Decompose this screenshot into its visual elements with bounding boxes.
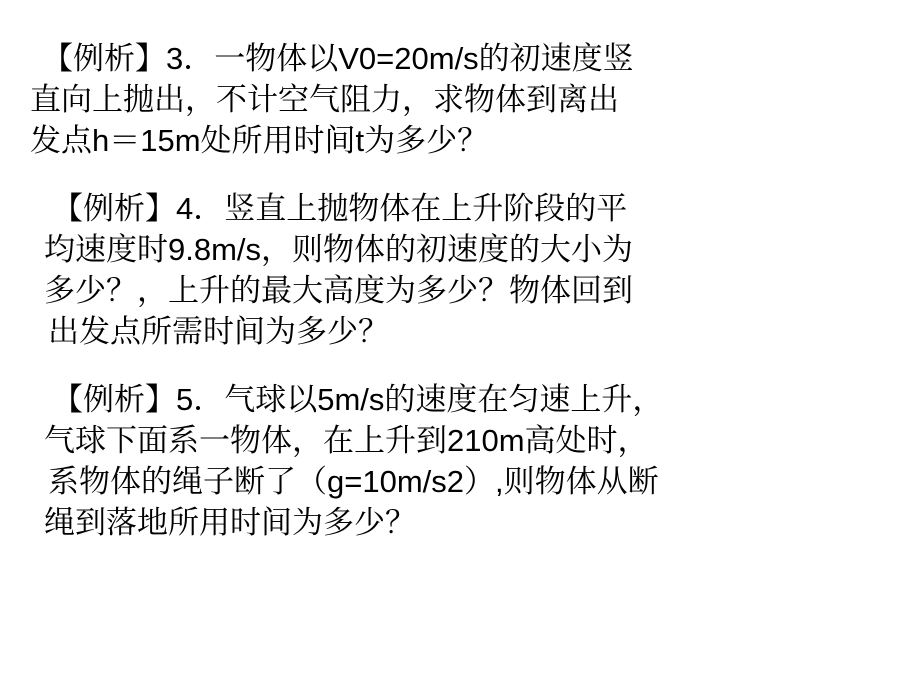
problem-5-line-1: 【例析】5．气球以5m/s的速度在匀速上升， (52, 381, 664, 417)
problem-5-line-4: 绳到落地所用时间为多少？ (44, 505, 416, 541)
problem-5-line-2: 气球下面系一物体，在上升到210m高处时， (44, 422, 649, 458)
problem-4-line-2: 均速度时9.8m/s，则物体的初速度的大小为 (44, 231, 634, 267)
problem-5-line-3: 系物体的绳子断了（g=10m/s2）,则物体从断 (48, 463, 659, 499)
problem-4-line-3: 多少？，上升的最大高度为多少？物体回到 (44, 273, 633, 309)
problem-block-4 (44, 188, 870, 353)
problem-block-3 (30, 38, 870, 162)
problem-3-line-1: 【例析】3．一物体以V0=20m/s的初速度竖 (42, 41, 634, 76)
problem-3-line-3: 发点h＝15m处所用时间t为多少？ (30, 123, 489, 159)
problem-3-line-2: 直向上抛出，不计空气阻力，求物体到离出 (30, 82, 619, 118)
problem-4-line-1: 【例析】4．竖直上抛物体在上升阶段的平 (52, 190, 628, 226)
problem-block-5 (44, 379, 870, 544)
problem-4-line-4: 出发点所需时间为多少？ (48, 314, 389, 350)
